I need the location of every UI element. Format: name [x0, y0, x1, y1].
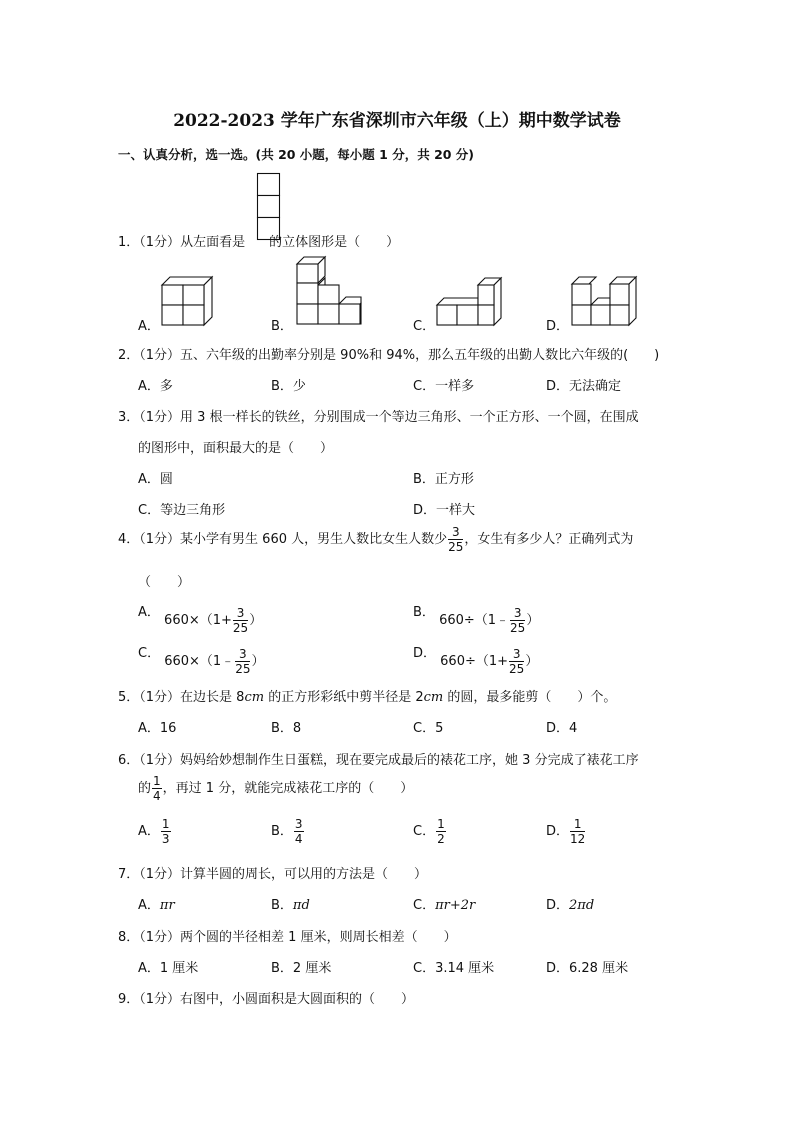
section-heading: 一、认真分析，选一选。(共 20 小题，每小题 1 分，共 20 分) [118, 147, 475, 162]
q1-option-b-label: B． [271, 319, 293, 334]
question-5: 5．（1分）在边长是 8cm 的正方形彩纸中剪半径是 2cm 的圆，最多能剪（ ）个。 [118, 690, 617, 705]
question-3-line-2: 的图形中，面积最大的是（ ） [138, 441, 334, 456]
q5-option-a: A．16 [138, 721, 177, 736]
q5-option-b: B．8 [271, 721, 302, 736]
question-9: 9．（1分）右图中，小圆面积是大圆面积的（ ） [118, 992, 415, 1007]
question-6-line-1: 6．（1分）妈妈给妙想制作生日蛋糕，现在要完成最后的裱花工序，她 3 分完成了裱花工序 [118, 753, 639, 768]
page-title: 2022-2023 学年广东省深圳市六年级（上）期中数学试卷 [173, 111, 621, 131]
q8-option-c: C．3.14 厘米 [413, 961, 495, 976]
q2-option-b: B．少 [271, 379, 306, 394]
question-8: 8．（1分）两个圆的半径相差 1 厘米，则周长相差（ ） [118, 930, 457, 945]
question-4-line-1: 4．（1分）某小学有男生 660 人，男生人数比女生人数少 $\frac{3}{25}$ ，女生有多少人？正确列式为 [118, 525, 634, 554]
q5-option-c: C．5 [413, 721, 444, 736]
q3-option-a: A．圆 [138, 472, 173, 487]
q2-option-a: A．多 [138, 379, 173, 394]
q7-option-a: A．πr [138, 898, 175, 913]
q3-option-b: B．正方形 [413, 472, 474, 487]
q4-option-c: C． 660×（1﹣ $\frac{3}{25}$ ） [138, 646, 265, 676]
q2-option-d: D．无法确定 [546, 379, 622, 394]
q1-option-a-figure [160, 275, 216, 327]
q5-option-d: D．4 [546, 721, 578, 736]
q6-option-a: A． $\frac{1}{3}$ [138, 817, 170, 846]
question-7: 7．（1分）计算半圆的周长，可以用的方法是（ ） [118, 867, 428, 882]
q3-option-d: D．一样大 [413, 503, 476, 518]
q1-option-a-label: A． [138, 319, 160, 334]
q1-option-c-label: C． [413, 319, 436, 334]
q2-option-c: C．一样多 [413, 379, 475, 394]
q6-option-c: C． $\frac{1}{2}$ [413, 817, 445, 846]
question-2: 2．（1分）五、六年级的出勤率分别是 90%和 94%，那么五年级的出勤人数比六年级的( ) [118, 348, 660, 363]
q1-option-d-label: D． [546, 319, 570, 334]
q4-option-a: A． 660×（1+ $\frac{3}{25}$ ） [138, 605, 263, 635]
q8-option-a: A．1 厘米 [138, 961, 199, 976]
q1-option-c-figure [435, 275, 505, 327]
question-6-line-2: 的 $\frac{1}{4}$ ，再过 1 分，就能完成裱花工序的（ ） [138, 774, 414, 803]
q8-option-d: D．6.28 厘米 [546, 961, 629, 976]
q3-option-c: C．等边三角形 [138, 503, 226, 518]
q7-option-b: B．πd [271, 898, 310, 913]
q8-option-b: B．2 厘米 [271, 961, 332, 976]
question-1: 1．（1分）从左面看是 的立体图形是（ ） [118, 235, 400, 250]
q1-option-b-figure [295, 255, 365, 327]
question-4-line-2: （ ） [138, 575, 191, 590]
question-3-line-1: 3．（1分）用 3 根一样长的铁丝，分别围成一个等边三角形、一个正方形、一个圆，在围成 [118, 410, 639, 425]
q1-option-d-figure [570, 275, 640, 327]
q6-option-b: B． $\frac{3}{4}$ [271, 817, 303, 846]
q7-option-c: C．πr+2r [413, 898, 476, 913]
q6-option-d: D． $\frac{1}{12}$ [546, 817, 586, 846]
q4-option-d: D． 660÷（1+ $\frac{3}{25}$ ） [413, 646, 539, 676]
q7-option-d: D．2πd [546, 898, 595, 913]
q4-option-b: B． 660÷（1﹣ $\frac{3}{25}$ ） [413, 605, 540, 635]
fraction: $\frac{3}{25}$ [448, 525, 464, 554]
